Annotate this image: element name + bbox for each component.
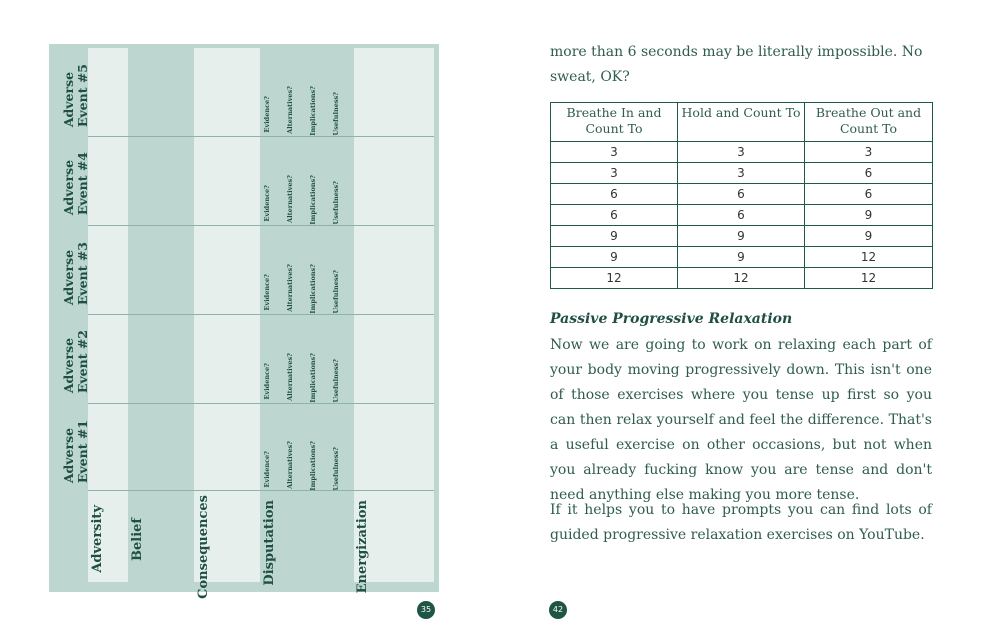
table-cell: 6	[678, 205, 805, 226]
row-header-belief: Belief	[130, 518, 145, 561]
table-cell: 9	[805, 205, 933, 226]
adversity-band	[88, 48, 128, 582]
event-header-5: Adverse Event #5	[61, 64, 90, 128]
prompt-evidence: Evidence?	[263, 451, 271, 488]
table-cell: 9	[678, 247, 805, 268]
paragraph-2: If it helps you to have prompts you can find lots of guided progressive relaxation exercises on YouTube.	[550, 502, 932, 543]
section-subheading: Passive Progressive Relaxation	[550, 311, 793, 327]
table-row	[551, 142, 933, 163]
table-cell: 6	[805, 163, 933, 184]
belief-band	[128, 48, 194, 582]
prompt-alternatives: Alternatives?	[286, 264, 294, 312]
column-divider	[88, 490, 434, 491]
table-header-row	[551, 103, 933, 142]
table-row	[551, 226, 933, 247]
table-cell: 12	[805, 268, 933, 289]
intro-text: more than 6 seconds may be literally impossible. No sweat, OK?	[550, 44, 923, 85]
prompt-usefulness: Usefulness?	[332, 359, 340, 403]
table-cell: 9	[551, 226, 678, 247]
event-header-4: Adverse Event #4	[61, 152, 90, 216]
prompt-alternatives: Alternatives?	[286, 175, 294, 223]
prompt-evidence: Evidence?	[263, 96, 271, 133]
table-cell: 9	[551, 247, 678, 268]
prompt-usefulness: Usefulness?	[332, 270, 340, 314]
prompt-implications: Implications?	[309, 441, 317, 491]
prompt-evidence: Evidence?	[263, 185, 271, 222]
prompt-alternatives: Alternatives?	[286, 441, 294, 489]
header-breathe-out: Breathe Out and Count To	[805, 103, 933, 142]
table-cell: 3	[551, 142, 678, 163]
prompt-alternatives: Alternatives?	[286, 86, 294, 134]
table-row	[551, 205, 933, 226]
table-cell: 9	[678, 226, 805, 247]
event-header-3: Adverse Event #3	[61, 242, 90, 306]
table-row	[551, 163, 933, 184]
table-cell: 3	[551, 163, 678, 184]
table-row	[551, 184, 933, 205]
table-cell: 12	[805, 247, 933, 268]
table-cell: 9	[805, 226, 933, 247]
prompt-alternatives: Alternatives?	[286, 353, 294, 401]
column-divider	[88, 225, 434, 226]
row-header-disputation: Disputation	[262, 500, 277, 586]
page-number-right: 42	[549, 601, 567, 619]
column-divider	[88, 314, 434, 315]
prompt-evidence: Evidence?	[263, 363, 271, 400]
event-header-2: Adverse Event #2	[61, 330, 90, 394]
paragraph-1: Now we are going to work on relaxing each part of your body moving progressively down. This isn't one of those exercises where you tense up first so you can then relax yourself and feel the difference. That's a useful exercise on other occasions, but not when you already fucking know you are tense and don't need anything else making you more tense.	[550, 337, 932, 503]
breathing-table	[550, 102, 933, 289]
event-header-1: Adverse Event #1	[61, 420, 90, 484]
prompt-usefulness: Usefulness?	[332, 181, 340, 225]
prompt-implications: Implications?	[309, 264, 317, 314]
column-divider	[88, 136, 434, 137]
row-header-consequences: Consequences	[196, 495, 211, 599]
prompt-usefulness: Usefulness?	[332, 447, 340, 491]
table-row	[551, 268, 933, 289]
prompt-implications: Implications?	[309, 86, 317, 136]
table-cell: 3	[805, 142, 933, 163]
table-cell: 6	[678, 184, 805, 205]
page-number-left: 35	[417, 601, 435, 619]
worksheet-grid	[88, 48, 434, 582]
table-row	[551, 247, 933, 268]
table-cell: 3	[678, 142, 805, 163]
header-hold: Hold and Count To	[678, 103, 805, 142]
table-cell: 3	[678, 163, 805, 184]
table-cell: 6	[551, 205, 678, 226]
table-cell: 6	[805, 184, 933, 205]
table-cell: 12	[551, 268, 678, 289]
prompt-usefulness: Usefulness?	[332, 92, 340, 136]
table-cell: 12	[678, 268, 805, 289]
table-cell: 6	[551, 184, 678, 205]
header-breathe-in: Breathe In and Count To	[551, 103, 678, 142]
row-header-energization: Energization	[355, 500, 370, 594]
row-header-adversity: Adversity	[90, 505, 105, 573]
prompt-implications: Implications?	[309, 175, 317, 225]
prompt-evidence: Evidence?	[263, 274, 271, 311]
prompt-implications: Implications?	[309, 353, 317, 403]
column-divider	[88, 403, 434, 404]
